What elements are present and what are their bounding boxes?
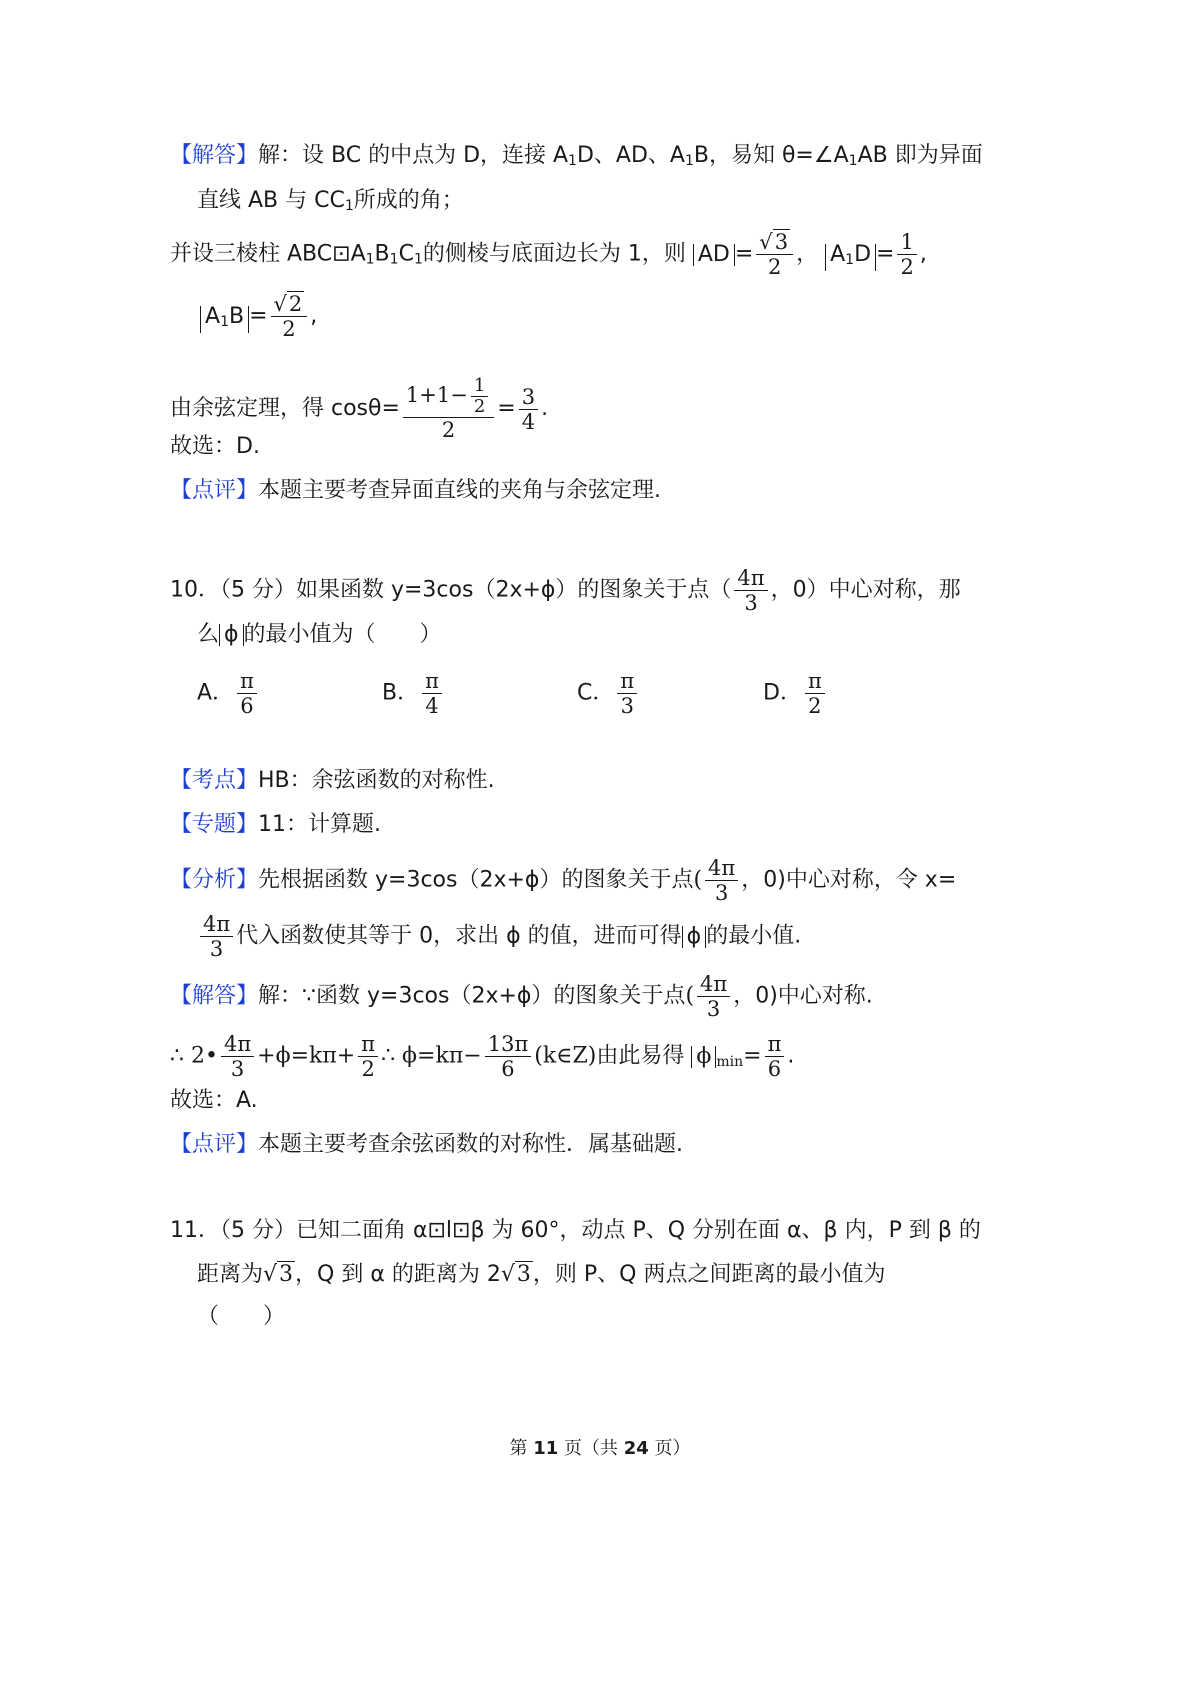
frac-3-over-4: $\frac{3}{4}$: [519, 385, 538, 434]
abs-phi: ϕ: [219, 624, 244, 646]
option-c[interactable]: C． $\frac{\pi}{3}$: [577, 669, 640, 718]
q10-stem-line2: 么 ϕ 的最小值为（ ）: [197, 622, 442, 647]
option-d[interactable]: D． $\frac{\pi}{2}$: [763, 669, 828, 718]
q10-stem-line1: 10．（5 分）如果函数 y=3cos（2x+ϕ）的图象关于点（ $\frac{4\pi}{3}$ ，0）中心对称，那: [170, 566, 961, 615]
q9-answer-line2: 直线 AB 与 $CC_1$所成的角；: [197, 188, 464, 214]
q10-knowledge-point: 【考点】HB：余弦函数的对称性.: [170, 768, 495, 793]
page-footer: 第 11 页（共 24 页）: [509, 1438, 691, 1459]
q10-choice: 故选：A.: [170, 1088, 258, 1113]
q10-answer-line2: ∴ 2• $\frac{4\pi}{3}$ +ϕ=kπ+ $\frac{\pi}{2}$ ∴ ϕ=kπ− $\frac{13\pi}{6}$ (k∈Z)由此易得 ϕ $_{min}$= $\frac{\pi}{6}$ .: [170, 1032, 795, 1081]
q10-topic: 【专题】11：计算题.: [170, 812, 382, 837]
option-b[interactable]: B． $\frac{\pi}{4}$: [382, 669, 445, 718]
abs-a1b: $A_1B$: [200, 306, 249, 333]
frac-1-over-2: $\frac{1}{2}$: [897, 230, 916, 279]
frac-sqrt2-over-2: $\frac{√2}{2}$: [271, 292, 308, 341]
q9-answer-line3: 并设三棱柱 $ABC⊡A_1B_1C_1$的侧棱与底面边长为 1，则 AD = $\frac{√3}{2}$ ， $A_1D$ = $\frac{1}{2}$ ,: [170, 230, 927, 279]
abs-phi-min: ϕ $_{min}$: [691, 1044, 743, 1069]
comment-tag: 【点评】: [170, 478, 259, 503]
q9-comment: 【点评】本题主要考查异面直线的夹角与余弦定理.: [170, 478, 662, 503]
q10-analysis-line2: $\frac{4\pi}{3}$ 代入函数使其等于 0，求出 ϕ 的值，进而可得 ϕ 的最小值.: [197, 912, 801, 961]
frac-4pi-over-3: $\frac{4\pi}{3}$: [734, 566, 767, 615]
abs-a1d: $A_1D$: [825, 244, 876, 271]
q10-answer-line1: 【解答】解：∵函数 y=3cos（2x+ϕ）的图象关于点( $\frac{4\pi}{3}$ ，0)中心对称.: [170, 972, 873, 1021]
q9-cosine-line: 由余弦定理，得 cosθ= 1+1− $\frac{1}{2}$ 2 = $\frac{3}{4}$ .: [170, 375, 549, 442]
q11-answer-blank: （ ）: [197, 1304, 286, 1329]
frac-cos-theta: 1+1− $\frac{1}{2}$ 2: [403, 376, 494, 442]
frac-sqrt3-over-2: $\frac{√3}{2}$: [756, 230, 793, 279]
abs-ad: AD: [693, 244, 735, 266]
q9-choice: 故选：D.: [170, 434, 260, 459]
q9-answer-line1: 【解答】解：设 BC 的中点为 D，连接 $A_1D$、AD、$A_1B$，易知 $\theta=\angle A_1AB$ 即为异面: [170, 143, 983, 169]
q9-answer-line4: $A_1B$ = $\frac{√2}{2}$ ,: [200, 292, 317, 341]
answer-tag: 【解答】: [170, 143, 259, 168]
q10-comment: 【点评】本题主要考查余弦函数的对称性．属基础题.: [170, 1132, 684, 1157]
q10-analysis-line1: 【分析】先根据函数 y=3cos（2x+ϕ）的图象关于点( $\frac{4\pi}{3}$ ，0)中心对称，令 x=: [170, 856, 957, 905]
option-a[interactable]: A． $\frac{\pi}{6}$: [197, 669, 260, 718]
q11-stem-line2: 距离为√3，Q 到 α 的距离为 2√3，则 P、Q 两点之间距离的最小值为: [197, 1262, 886, 1287]
q11-stem-line1: 11．（5 分）已知二面角 α⊡l⊡β 为 60°，动点 P、Q 分别在面 α、β 内，P 到 β 的: [170, 1218, 981, 1243]
